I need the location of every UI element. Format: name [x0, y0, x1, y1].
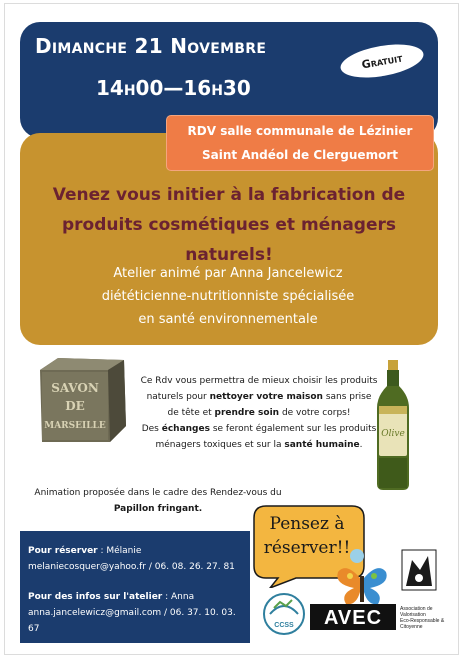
avec-logo [310, 604, 445, 630]
body-text-3: de votre corps! [279, 408, 351, 418]
contact-box [20, 531, 250, 643]
description-text [140, 373, 378, 453]
avec-caption-4: Citoyenne [400, 624, 423, 630]
note-text: Animation proposée dans le cadre des Rendez-vous du [34, 488, 282, 498]
avec-logo-text: AVEC [323, 607, 383, 629]
reserve-contact[interactable]: melaniecosquer@yahoo.fr / 06. 08. 26. 27. 81 [28, 562, 235, 572]
free-badge: Gratuit [338, 39, 426, 83]
avec-caption-1: Association de [400, 606, 433, 612]
ccss-logo-text: CCSS [274, 622, 294, 629]
event-date: Dimanche 21 Novembre [35, 34, 267, 58]
partner-logos [262, 548, 452, 648]
soap-label-1: SAVON [51, 381, 99, 395]
event-time: 14h00—16h30 [96, 76, 251, 100]
host-line-1: Atelier animé par Anna Jancelewicz [113, 266, 343, 281]
location-box [167, 116, 433, 170]
host-line-3: en santé environnementale [138, 312, 318, 327]
butterfly-logo [337, 549, 386, 604]
body-emphasis-self-care: prendre soin [214, 408, 280, 418]
info-label: Pour des infos sur l'atelier [28, 592, 163, 602]
body-text-4: Des [141, 424, 162, 434]
emblem-logo [402, 550, 436, 590]
body-text-6: . [359, 440, 363, 450]
location-line-1: RDV salle communale de Lézinier [187, 124, 413, 138]
soap-image [34, 356, 128, 446]
body-emphasis-clean-home: nettoyer votre maison [209, 392, 323, 402]
bubble-line-2: réserver!! [263, 538, 351, 558]
soap-label-2: DE [65, 399, 85, 413]
body-text-5: se feront également sur les produits ménagers toxiques et sur la [155, 424, 377, 450]
headline: Venez vous initier à la fabrication de produits cosmétiques et ménagers naturels! [52, 185, 406, 265]
bubble-line-1: Pensez à [269, 514, 345, 534]
note-highlight: Papillon fringant. [113, 504, 203, 514]
location-line-2: Saint Andéol de Clerguemort [202, 148, 398, 162]
avec-caption-3: Eco-Responsable & [400, 618, 445, 624]
bottle-label: Olive [381, 429, 405, 439]
avec-caption-2: Valorisation [400, 612, 426, 618]
body-text-1: Ce Rdv vous permettra de mieux choisir les produits naturels pour [140, 376, 378, 402]
soap-label-3: MARSEILLE [44, 421, 106, 431]
ccss-logo [264, 594, 304, 634]
body-emphasis-health: santé humaine [284, 440, 360, 450]
reserve-label: Pour réserver [28, 546, 98, 556]
info-contact[interactable]: anna.jancelewicz@gmail.com / 06. 37. 10. 03. 67 [28, 608, 236, 634]
reserve-name: : Mélanie [97, 546, 142, 556]
host-info [60, 262, 396, 331]
info-name: : Anna [162, 592, 195, 602]
body-text-2: sans prise de tête et [167, 392, 372, 418]
host-line-2: diététicienne-nutritionniste spécialisée [101, 289, 355, 304]
body-emphasis-exchanges: échanges [161, 424, 210, 434]
